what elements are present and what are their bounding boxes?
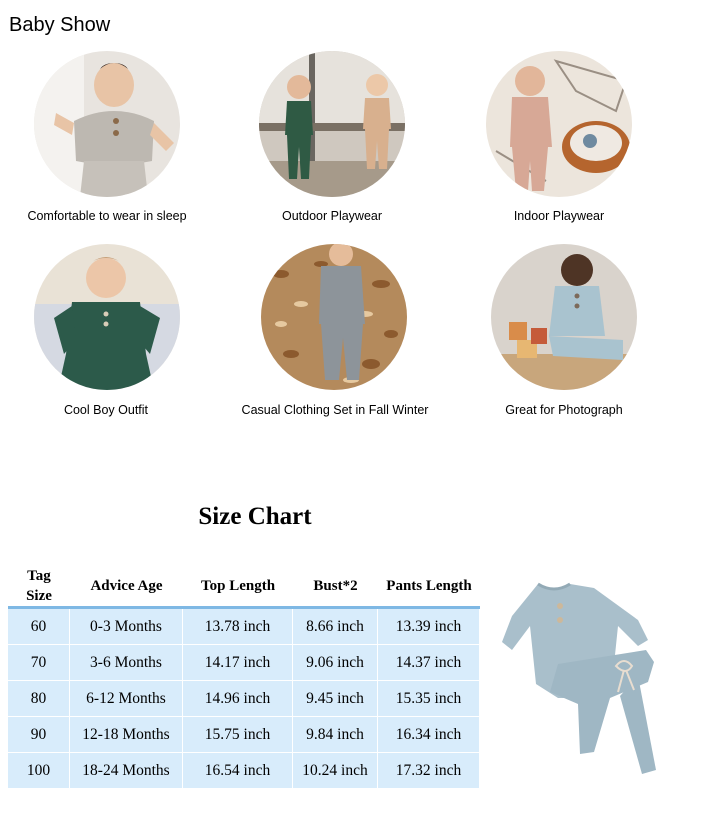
baby-show-caption-4: Cool Boy Outfit <box>63 403 149 417</box>
table-row <box>8 717 480 753</box>
size-chart-header-row <box>8 566 480 609</box>
table-row <box>8 609 480 645</box>
baby-show-photo-1 <box>34 51 180 197</box>
cell-tag-size: 60 <box>8 609 70 645</box>
baby-show-photo-5 <box>261 244 407 390</box>
cell-advice-age: 0-3 Months <box>70 609 183 645</box>
cell-tag-size: 100 <box>8 753 70 789</box>
baby-show-title: Baby Show <box>9 14 111 36</box>
cell-top-length: 14.96 inch <box>183 681 293 717</box>
table-row <box>8 753 480 789</box>
baby-show-photo-2 <box>259 51 405 197</box>
cell-top-length: 14.17 inch <box>183 645 293 681</box>
cell-tag-size: 90 <box>8 717 70 753</box>
cell-advice-age: 6-12 Months <box>70 681 183 717</box>
header-bust: Bust*2 <box>293 566 378 609</box>
blue-romper-pants-set-photo <box>498 580 670 780</box>
cell-top-length: 16.54 inch <box>183 753 293 789</box>
baby-show-caption-3: Indoor Playwear <box>513 209 605 223</box>
cell-advice-age: 3-6 Months <box>70 645 183 681</box>
baby-green-outfit-photo <box>34 244 180 390</box>
baby-show-photo-3 <box>486 51 632 197</box>
two-toddlers-outdoor-photo <box>259 51 405 197</box>
cell-bust: 8.66 inch <box>293 609 378 645</box>
size-chart-title: Size Chart <box>198 503 312 530</box>
size-chart-table <box>8 566 480 789</box>
header-pants-length: Pants Length <box>378 566 480 609</box>
product-photo <box>498 580 670 780</box>
baby-show-caption-6: Great for Photograph <box>505 403 623 417</box>
cell-bust: 9.06 inch <box>293 645 378 681</box>
baby-show-caption-1: Comfortable to wear in sleep <box>27 209 187 223</box>
toddler-autumn-leaves-photo <box>261 244 407 390</box>
cell-pants-length: 16.34 inch <box>378 717 480 753</box>
header-top-length: Top Length <box>183 566 293 609</box>
cell-bust: 10.24 inch <box>293 753 378 789</box>
header-advice-age: Advice Age <box>70 566 183 609</box>
cell-advice-age: 18-24 Months <box>70 753 183 789</box>
cell-pants-length: 17.32 inch <box>378 753 480 789</box>
cell-top-length: 13.78 inch <box>183 609 293 645</box>
cell-pants-length: 15.35 inch <box>378 681 480 717</box>
table-row <box>8 645 480 681</box>
cell-bust: 9.45 inch <box>293 681 378 717</box>
baby-gray-sleepwear-photo <box>34 51 180 197</box>
cell-pants-length: 13.39 inch <box>378 609 480 645</box>
baby-show-photo-6 <box>491 244 637 390</box>
baby-show-caption-5: Casual Clothing Set in Fall Winter <box>241 403 429 417</box>
cell-tag-size: 80 <box>8 681 70 717</box>
baby-show-caption-2: Outdoor Playwear <box>281 209 383 223</box>
cell-top-length: 15.75 inch <box>183 717 293 753</box>
baby-pink-outfit-photo <box>486 51 632 197</box>
cell-advice-age: 12-18 Months <box>70 717 183 753</box>
baby-show-photo-4 <box>34 244 180 390</box>
cell-bust: 9.84 inch <box>293 717 378 753</box>
cell-tag-size: 70 <box>8 645 70 681</box>
header-tag-size-label: Tag Size <box>26 568 52 604</box>
cell-pants-length: 14.37 inch <box>378 645 480 681</box>
header-tag-size <box>8 566 70 609</box>
baby-blue-outfit-blocks-photo <box>491 244 637 390</box>
table-row <box>8 681 480 717</box>
